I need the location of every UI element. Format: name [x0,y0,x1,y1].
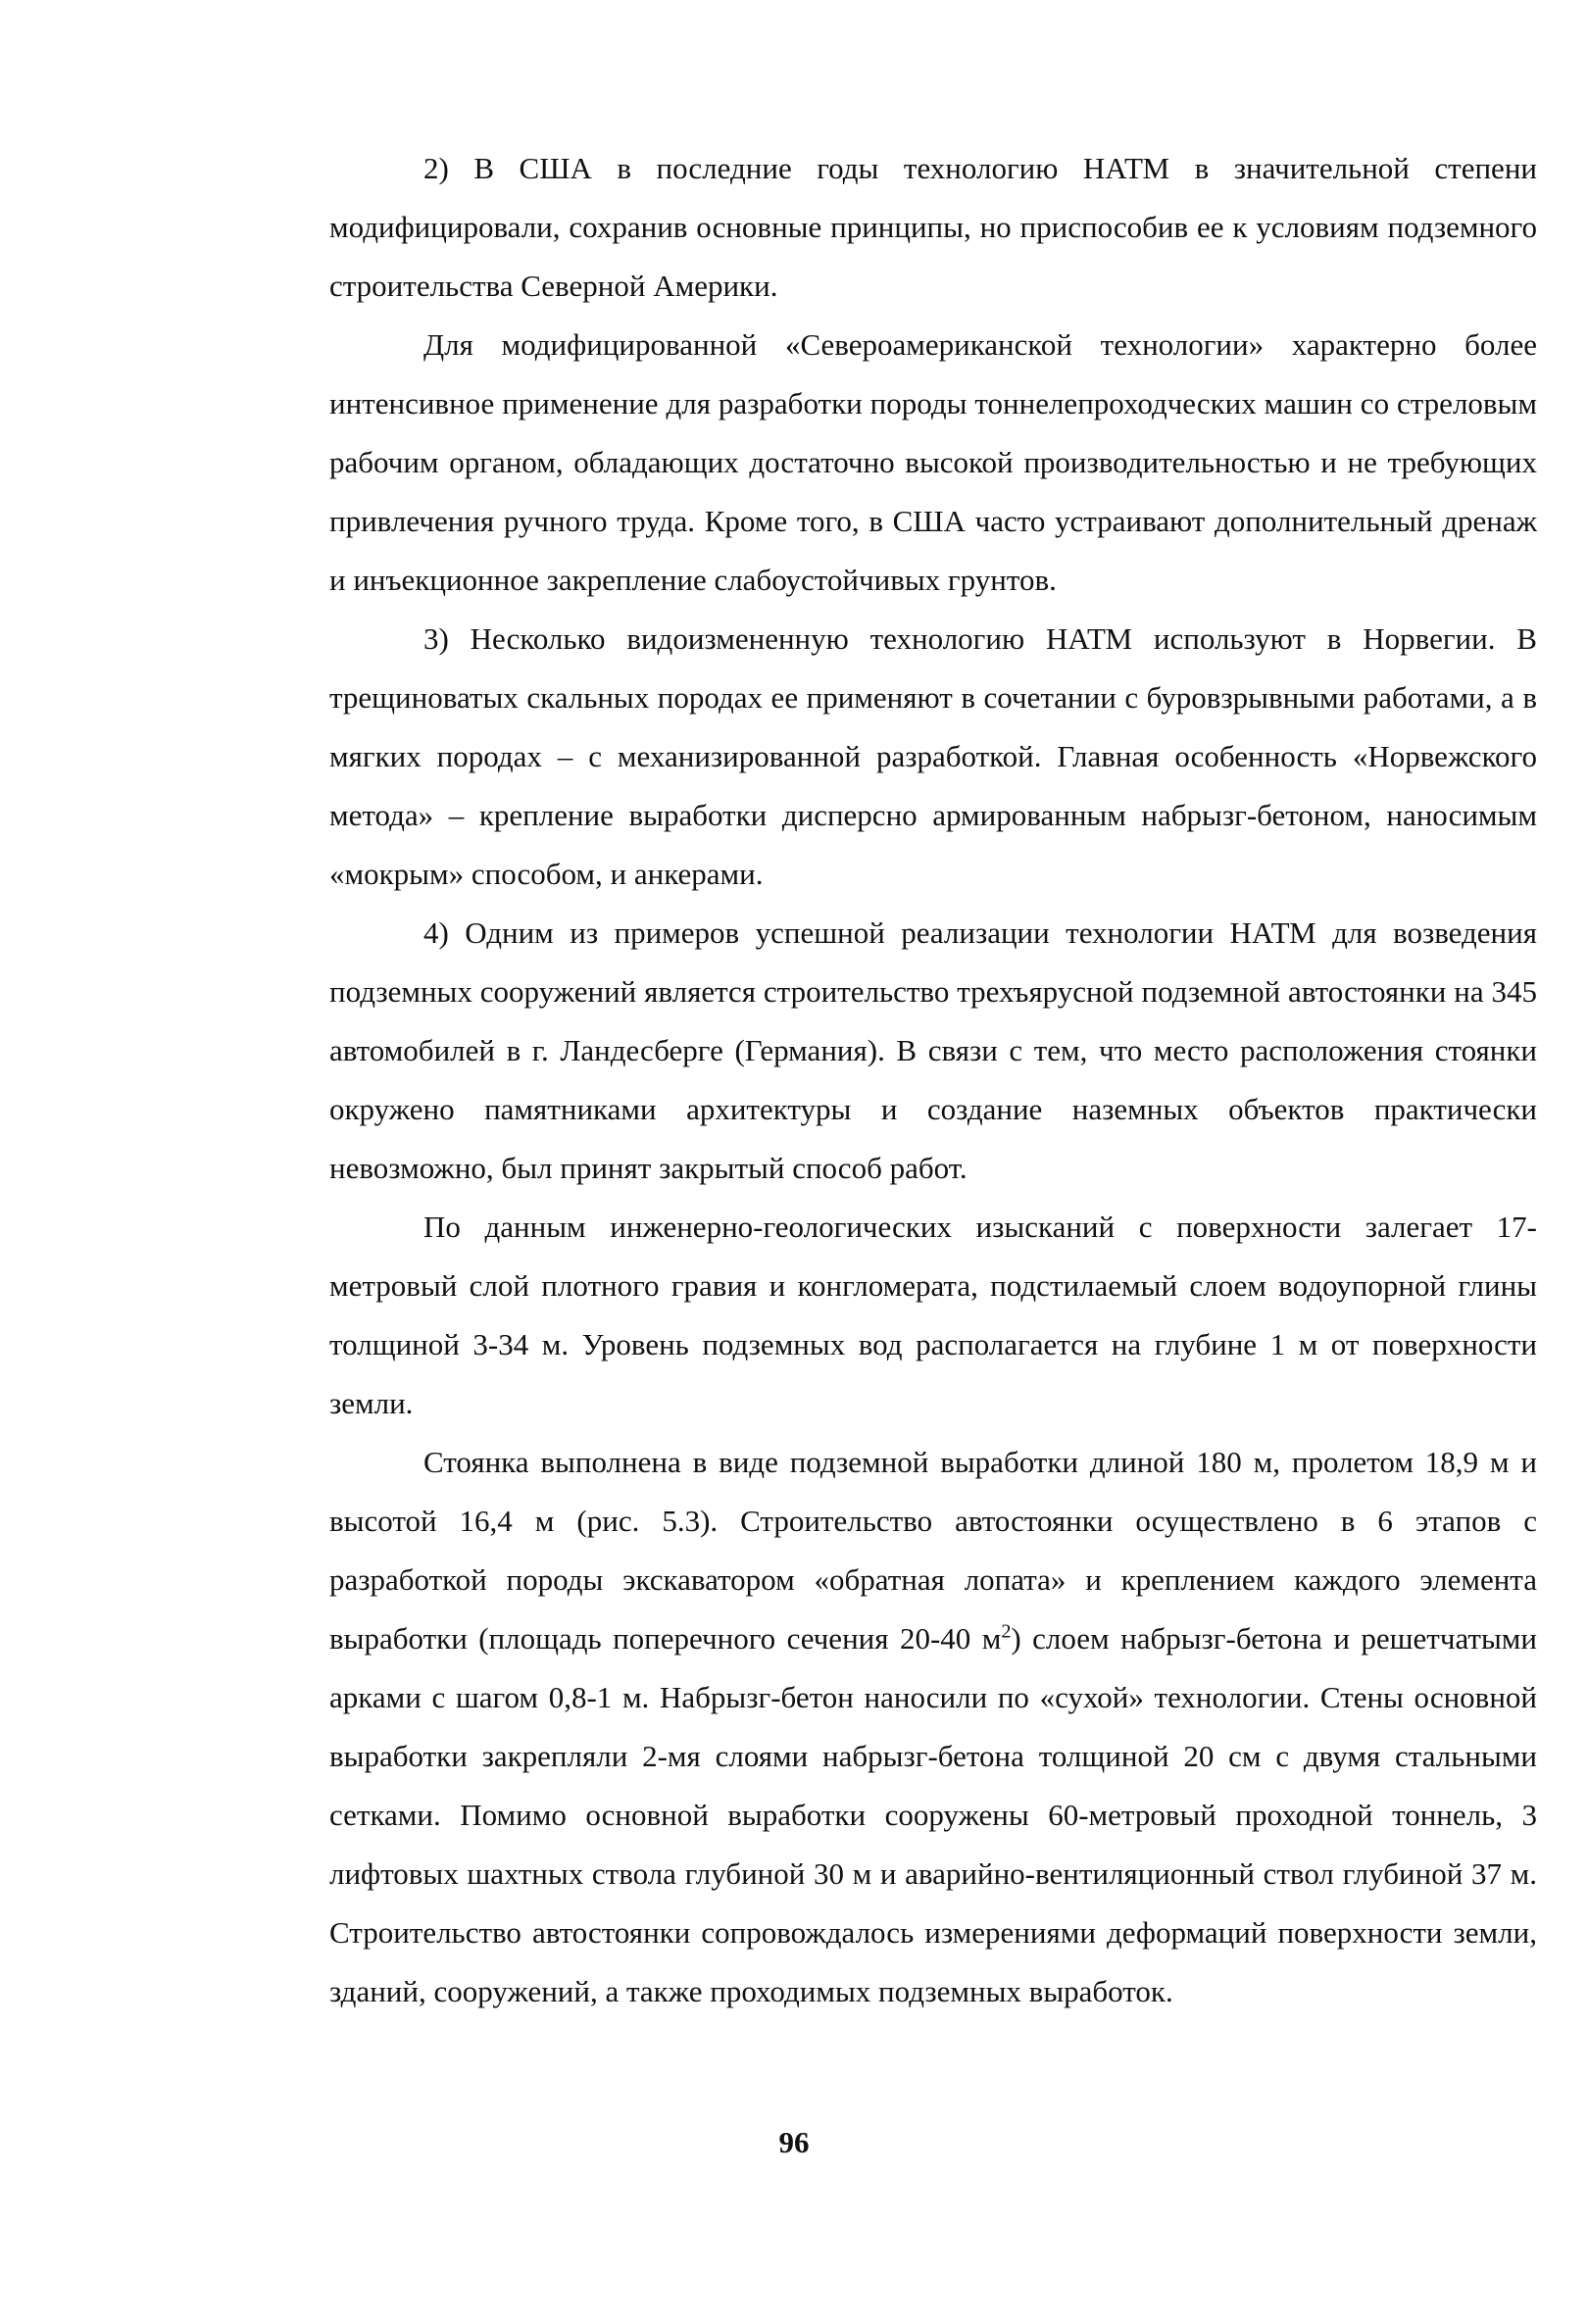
paragraph-usa-modification: 2) В США в последние годы технологию НАТМ в значительной степени модифицировали, сохранив основные принципы, но приспособив ее к условиям подземного строительства Северной Америки. [329,151,1537,303]
paragraph-parking-construction-part2: ) слоем набрызг-бетона и решетчатыми арками с шагом 0,8-1 м. Набрызг-бетон наносили по «сухой» технологии. Стены основной выработки закрепляли 2-мя слоями набрызг-бетона толщиной 20 см с двумя стальными сетками. Помимо основной выработки сооружены 60-метровый проходной тоннель, 3 лифтовых шахтных ствола глубиной 30 м и аварийно-вентиляционный ствол глубиной 37 м. Строительство автостоянки сопровождалось измерениями деформаций поверхности земли, зданий, сооружений, а также проходимых подземных выработок. [329,1621,1537,2008]
paragraph-geology: По данным инженерно-геологических изысканий с поверхности залегает 17-метровый слой плотного гравия и конгломерата, подстилаемый слоем водоупорной глины толщиной 3-34 м. Уровень подземных вод располагается на глубине 1 м от поверхности земли. [329,1210,1537,1420]
paragraph-parking-construction-part1: Стоянка выполнена в виде подземной выработки длиной 180 м, пролетом 18,9 м и высотой 16,4 м (рис. 5.3). Строительство автостоянки осуществлено в 6 этапов с разработкой породы экскаватором «обратная лопата» и креплением каждого элемента выработки (площадь поперечного сечения 20-40 м [329,1445,1537,1656]
paragraph-norway-method: 3) Несколько видоизмененную технологию НАТМ используют в Норвегии. В трещиноватых скальных породах ее применяют в сочетании с буровзрывными работами, а в мягких породах – с механизированной разработкой. Главная особенность «Норвежского метода» – крепление выработки дисперсно армированным набрызг-бетоном, наносимым «мокрым» способом, и анкерами. [329,621,1537,891]
paragraph-landsberg-parking: 4) Одним из примеров успешной реализации технологии НАТМ для возведения подземных сооружений является строительство трехъярусной подземной автостоянки на 345 автомобилей в г. Ландесберге (Германия). В связи с тем, что место расположения стоянки окружено памятниками архитектуры и создание наземных объектов практически невозможно, был принят закрытый способ работ. [329,915,1537,1185]
paragraph-north-american-technology: Для модифицированной «Североамериканской технологии» характерно более интенсивное применение для разработки породы тоннелепроходческих машин со стреловым рабочим органом, обладающих достаточно высокой производительностью и не требующих привлечения ручного труда. Кроме того, в США часто устраивают дополнительный дренаж и инъекционное закрепление слабоустойчивых грунтов. [329,327,1537,597]
square-meter-superscript: 2 [1001,1620,1012,1643]
page-number: 96 [778,2125,810,2159]
body-text [329,139,1537,2021]
paragraph-parking-construction [329,1433,1537,2021]
